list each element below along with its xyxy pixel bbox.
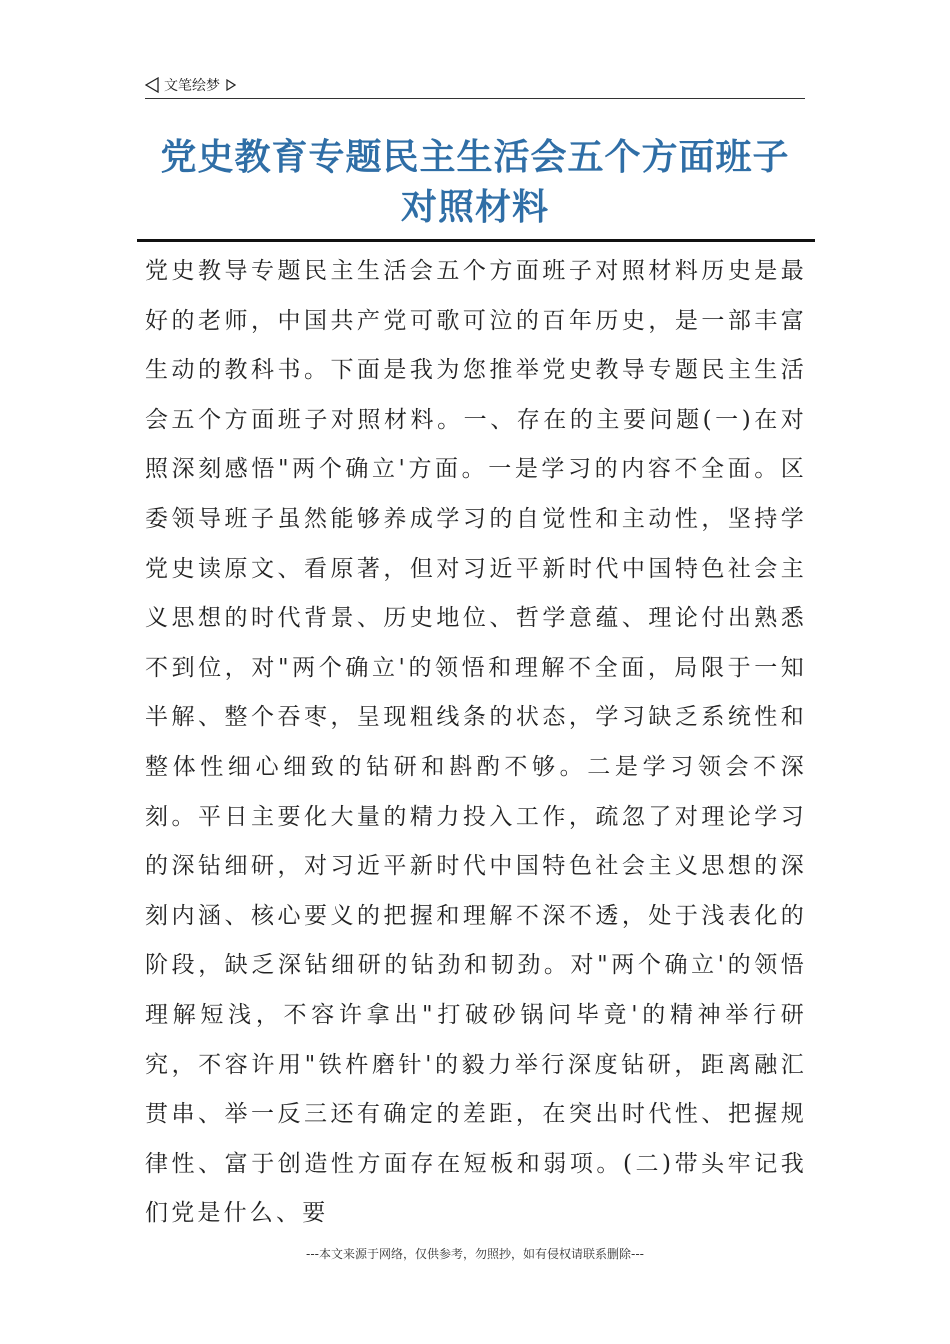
brand-name: 文笔绘梦 — [164, 78, 220, 94]
triangle-right-icon — [226, 79, 236, 91]
page-header — [145, 66, 805, 99]
document-title: 党史教育专题民主生活会五个方面班子对照材料 — [160, 136, 790, 228]
document-body: 党史教导专题民主生活会五个方面班子对照材料历史是最好的老师，中国共产党可歌可泣的百年历史，是一部丰富生动的教科书。下面是我为您推举党史教导专题民主生活会五个方面班子对照材料。一、存在的主要问题(一)在对照深刻感悟"两个确立'方面。一是学习的内容不全面。区委领导班子虽然能够养成学习的自觉性和主动性，坚持学党史读原文、看原著，但对习近平新时代中国特色社会主义思想的时代背景、历史地位、哲学意蕴、理论付出熟悉不到位，对"两个确立'的领悟和理解不全面，局限于一知半解、整个吞枣，呈现粗线条的状态，学习缺乏系统性和整体性细心细致的钻研和斟酌不够。二是学习领会不深刻。平日主要化大量的精力投入工作，疏忽了对理论学习的深钻细研，对习近平新时代中国特色社会主义思想的深刻内涵、核心要义的把握和理解不深不透，处于浅表化的阶段，缺乏深钻细研的钻劲和韧劲。对"两个确立'的领悟理解短浅，不容许拿出"打破砂锅问毕竟'的精神举行研究，不容许用"铁杵磨针'的毅力举行深度钻研，距离融汇贯串、举一反三还有确定的差距，在突出时代性、把握规律性、富于创造性方面存在短板和弱项。(二)带头牢记我们党是什么、要 — [145, 258, 807, 1227]
triangle-left-icon — [145, 77, 159, 93]
footer-notice: ---本文来源于网络，仅供参考，勿照抄，如有侵权请联系删除--- — [306, 1247, 644, 1261]
brand — [145, 75, 236, 95]
title-divider — [137, 239, 815, 242]
